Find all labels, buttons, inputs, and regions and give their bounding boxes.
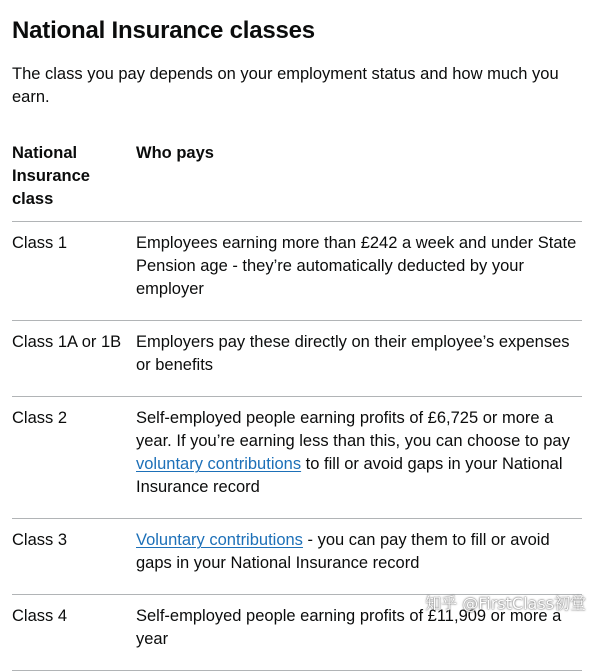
table-row (12, 519, 582, 595)
voluntary-contributions-link[interactable]: voluntary contributions (136, 455, 302, 473)
who-pays-text: Self-employed people earning profits of £11,909 or more a year (136, 607, 562, 648)
row-who-pays-cell (136, 222, 582, 321)
header-who-pays: Who pays (136, 142, 582, 222)
who-pays-text: Employers pay these directly on their employee’s expenses or benefits (136, 333, 570, 374)
row-who-pays-cell (136, 321, 582, 397)
row-who-pays-cell (136, 397, 582, 519)
row-class-cell: Class 3 (12, 519, 136, 595)
table-row (12, 397, 582, 519)
row-class-cell: Class 2 (12, 397, 136, 519)
intro-paragraph: The class you pay depends on your employment status and how much you earn. (12, 65, 559, 106)
who-pays-text: Self-employed people earning profits of £6,725 or more a year. If you’re earning less than this, you can choose to pay (136, 409, 570, 450)
header-class (12, 142, 136, 222)
table-header-row (12, 142, 582, 222)
who-pays-text-after: - you can pay them to fill or avoid gaps in your National Insurance record (136, 531, 550, 572)
table-row (12, 321, 582, 397)
who-pays-text: Employees earning more than £242 a week and under State Pension age - they’re automatically deducted by your employer (136, 234, 577, 298)
header-class-label: National Insurance class (12, 144, 90, 208)
who-pays-text-after: to fill or avoid gaps in your National Insurance record (136, 455, 563, 496)
row-who-pays-cell (136, 519, 582, 595)
table-row (12, 222, 582, 321)
row-class-cell: Class 4 (12, 595, 136, 671)
row-class-cell: Class 1 (12, 222, 136, 321)
voluntary-contributions-link[interactable]: Voluntary contributions (136, 531, 303, 549)
watermark: 知乎 @FirstClass初堂 (425, 594, 586, 613)
row-class-cell: Class 1A or 1B (12, 321, 136, 397)
page-title: National Insurance classes (12, 17, 315, 44)
